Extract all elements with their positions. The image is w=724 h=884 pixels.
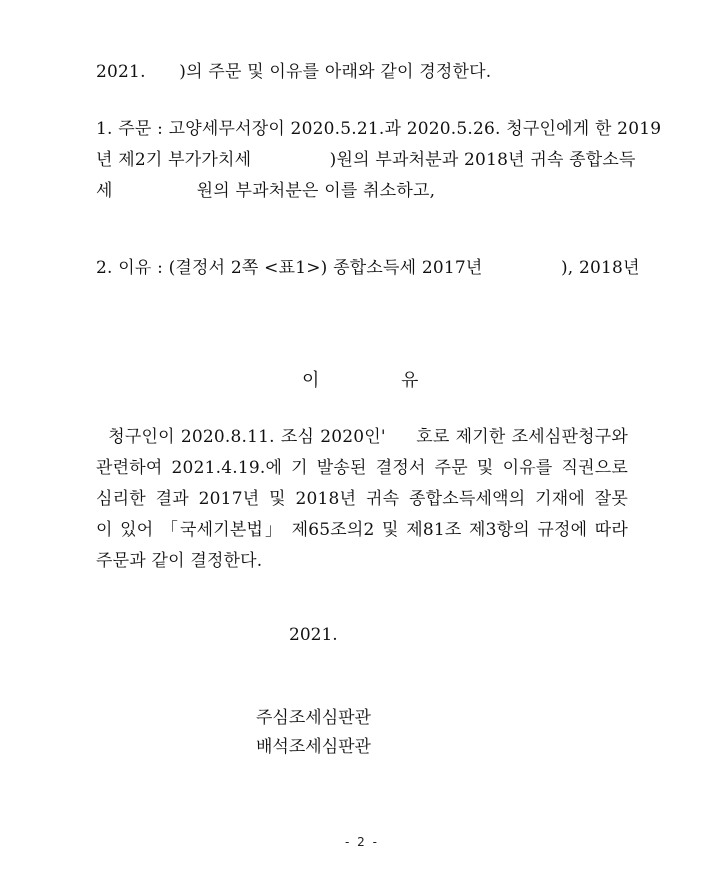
heading-char-right: 유 — [401, 370, 419, 391]
chief-judge-title: 주심조세심판관 — [256, 708, 371, 728]
associate-judge-title: 배석조세심판관 — [256, 737, 371, 757]
order-line-3: 세 원의 부과처분은 이를 취소하고, — [96, 181, 436, 201]
order-line-2: 년 제2기 부가가치세 )원의 부과처분과 2018년 귀속 종합소득 — [96, 150, 636, 170]
intro-line: 2021. )의 주문 및 이유를 아래와 같이 경정한다. — [96, 62, 492, 82]
page-number: - 2 - — [345, 835, 379, 849]
order-line-1: 1. 주문 : 고양세무서장이 2020.5.21.과 2020.5.26. 청구인에게 한 2019 — [96, 119, 662, 139]
heading-char-left: 이 — [302, 370, 320, 391]
decision-date: 2021. — [289, 625, 338, 645]
body-line-1: 청구인이 2020.8.11. 조심 2020인' 호로 제기한 조세심판청구와 — [96, 427, 628, 447]
body-line-5: 주문과 같이 결정한다. — [96, 551, 263, 571]
reason-line: 2. 이유 : (결정서 2쪽 <표1>) 종합소득세 2017년 ), 2018년 — [96, 258, 640, 278]
body-line-3: 심리한 결과 2017년 및 2018년 귀속 종합소득세액의 기재에 잘못 — [96, 489, 628, 509]
body-line-4: 이 있어 「국세기본법」 제65조의2 및 제81조 제3항의 규정에 따라 — [96, 520, 628, 540]
body-line-2: 관련하여 2021.4.19.에 기 발송된 결정서 주문 및 이유를 직권으로 — [96, 458, 628, 478]
